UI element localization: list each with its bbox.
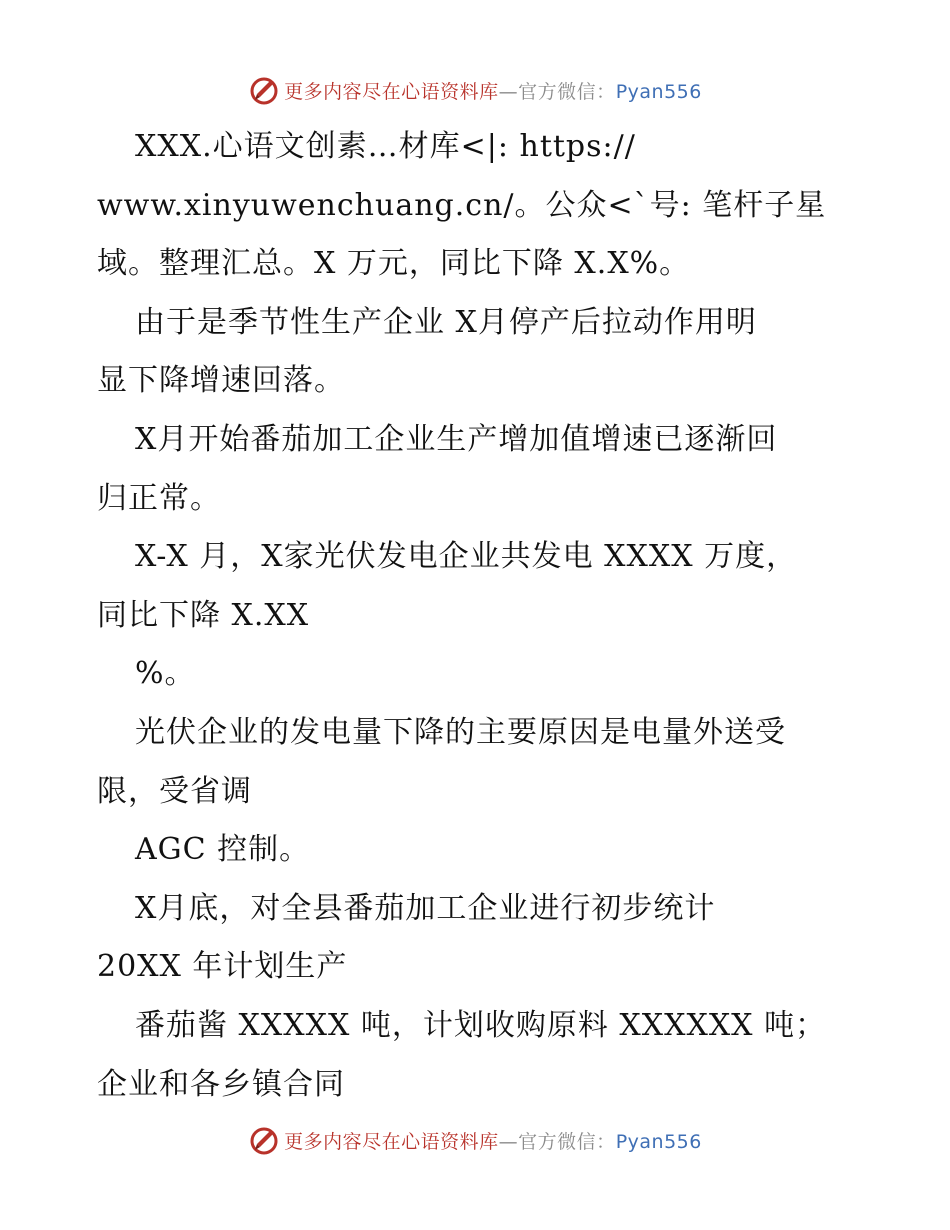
body-line-5: 显下降增速回落。 <box>97 363 345 399</box>
document-body <box>97 118 857 1114</box>
body-line-6: X月开始番茄加工企业生产增加值增速已逐渐回 <box>135 421 778 457</box>
footer-banner-text <box>284 1127 702 1154</box>
footer-banner <box>0 1120 950 1160</box>
body-line-17: 企业和各乡镇合同 <box>97 1066 345 1102</box>
body-line-4: 由于是季节性生产企业 X月停产后拉动作用明 <box>135 304 757 340</box>
header-banner <box>0 70 950 110</box>
footer-site-text: 更多内容尽在心语资料库 <box>284 1130 499 1153</box>
body-line-16: 番茄酱 XXXXX 吨，计划收购原料 XXXXXX 吨； <box>135 1007 827 1043</box>
body-line-15: 20XX 年计划生产 <box>97 949 348 985</box>
footer-separator: — <box>498 1130 519 1153</box>
body-line-8: X-X 月，X家光伏发电企业共发电 XXXX 万度， <box>135 539 798 575</box>
brand-logo-icon <box>248 1124 280 1156</box>
header-banner-text <box>284 77 702 104</box>
footer-wechat-id: Pyan556 <box>615 1130 702 1153</box>
brand-logo-icon <box>248 74 280 106</box>
body-line-2: www.xinyuwenchuang.cn/。公众<`号: 笔杆子星 <box>97 187 827 223</box>
body-line-13: AGC 控制。 <box>135 832 311 868</box>
header-wechat-label: 官方微信： <box>518 80 616 103</box>
body-line-3: 域。整理汇总。X 万元，同比下降 X.X%。 <box>97 246 691 282</box>
body-line-14: X月底，对全县番茄加工企业进行初步统计 <box>135 890 716 926</box>
body-line-9: 同比下降 X.XX <box>97 597 310 633</box>
body-line-12: 限，受省调 <box>97 773 252 809</box>
header-separator: — <box>498 80 519 103</box>
body-line-7: 归正常。 <box>97 480 221 516</box>
header-site-text: 更多内容尽在心语资料库 <box>284 80 499 103</box>
body-line-11: 光伏企业的发电量下降的主要原因是电量外送受 <box>135 714 786 750</box>
body-line-1: XXX.心语文创素…材库<|: https:// <box>135 129 636 164</box>
footer-wechat-label: 官方微信： <box>518 1130 616 1153</box>
header-wechat-id: Pyan556 <box>615 80 702 103</box>
body-line-10: %。 <box>135 656 196 692</box>
